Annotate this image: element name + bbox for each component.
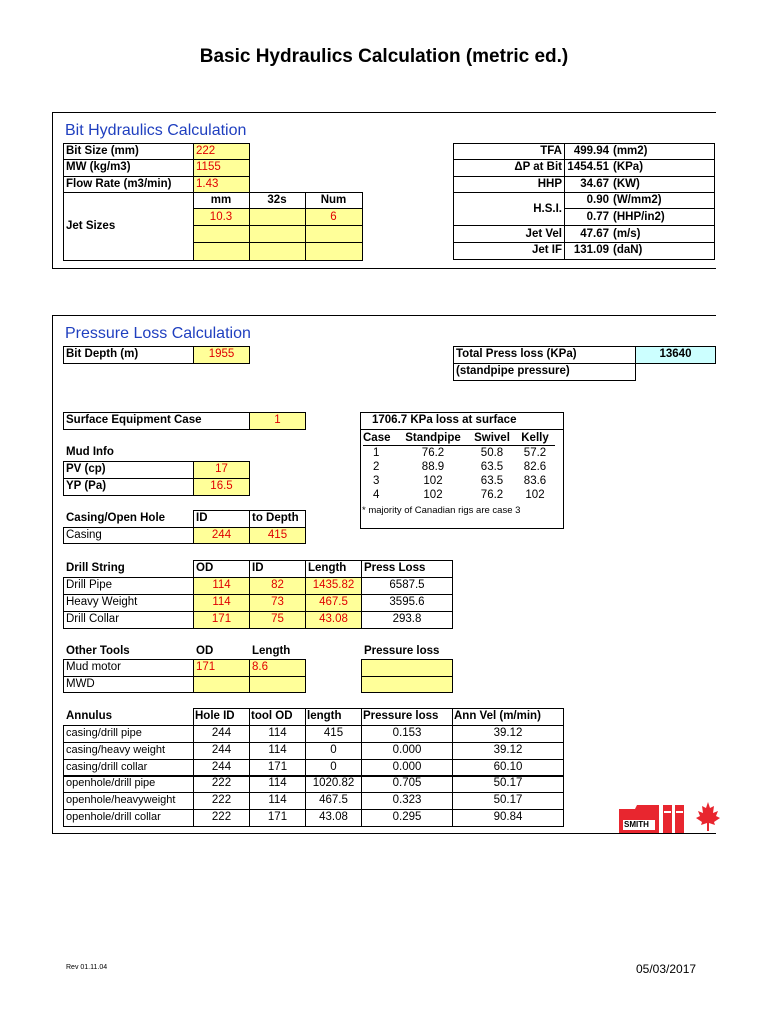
mud-motor-ploss-cell: [361, 659, 453, 677]
pv-label: PV (cp): [66, 463, 106, 475]
annulus-row-value: 0.000: [392, 743, 422, 756]
annulus-header-text: Hole ID: [195, 710, 235, 722]
jet-if-label: Jet IF: [531, 244, 562, 256]
tfa-label: TFA: [540, 145, 562, 157]
annulus-row-value: 0: [330, 743, 337, 756]
annulus-row-value: 222: [211, 777, 232, 790]
standpipe-label: (standpipe pressure): [456, 365, 570, 377]
drill-row-od: 114: [212, 579, 231, 591]
annulus-row-value: 222: [211, 794, 232, 807]
annulus-header-text: Ann Vel (m/min): [454, 710, 541, 722]
hsi-value-2: 0.77: [586, 211, 609, 223]
mud-info-label: Mud Info: [66, 446, 114, 458]
drill-ploss-header: Press Loss: [364, 562, 426, 574]
other-ploss-header: Pressure loss: [364, 645, 440, 657]
jet-if-unit: (daN): [613, 244, 643, 256]
jet-vel-value: 47.67: [580, 228, 609, 240]
case-table-header: Standpipe: [397, 431, 469, 446]
annulus-row-label: casing/drill pipe: [66, 727, 142, 739]
flow-rate-value: 1.43: [196, 178, 219, 190]
annulus-row-value: 415: [323, 727, 344, 739]
jet-num-value: 6: [330, 211, 337, 223]
drill-row-id: 75: [271, 613, 284, 625]
annulus-row-value: 467.5: [319, 794, 348, 807]
annulus-row-label: openhole/heavyweight: [66, 794, 176, 807]
hhp-value: 34.67: [580, 178, 609, 190]
hsi-unit-1: (W/mm2): [613, 194, 662, 206]
case-table-cell: 1: [373, 447, 380, 459]
case-table-row: [363, 446, 555, 461]
hsi-unit-2: (HHP/in2): [613, 211, 665, 223]
drill-row-id: 73: [271, 596, 284, 608]
casing-depth-value: 415: [267, 529, 288, 541]
other-tools-label: Other Tools: [66, 645, 130, 657]
case-table: [363, 431, 563, 502]
case-table-header: Swivel: [469, 431, 515, 446]
bit-depth-value: 1955: [208, 348, 235, 360]
annulus-row-value: 244: [211, 760, 232, 773]
annulus-row-label: openhole/drill pipe: [66, 777, 156, 790]
jet-header-num: Num: [320, 194, 347, 206]
annulus-row-value: 0.295: [392, 811, 422, 823]
annulus-row-value: 43.08: [319, 811, 348, 823]
case-table-cell: 63.5: [480, 461, 504, 473]
jet-sizes-label: Jet Sizes: [66, 220, 116, 232]
hsi-label: H.S.I.: [533, 203, 562, 215]
yp-value: 16.5: [210, 480, 233, 492]
jet-row-2[interactable]: [193, 225, 363, 243]
annulus-row-value: 0.705: [392, 777, 422, 790]
yp-label: YP (Pa): [66, 480, 107, 492]
case-table-header: Case: [363, 431, 397, 446]
casing-id-header: ID: [196, 512, 208, 524]
case-table-cell: 83.6: [523, 475, 547, 487]
bit-depth-label: Bit Depth (m): [66, 348, 139, 360]
smith-logo: [619, 803, 685, 835]
dp-label: ΔP at Bit: [514, 161, 562, 173]
annulus-row-value: 50.17: [493, 777, 523, 790]
annulus-row-value: 222: [211, 811, 232, 823]
annulus-row-value: 244: [211, 727, 232, 739]
casing-id-value: 244: [211, 529, 232, 541]
annulus-row-value: 171: [267, 811, 288, 823]
dp-unit: (KPa): [613, 161, 644, 173]
footer-date: 05/03/2017: [636, 962, 697, 976]
drill-length-header: Length: [308, 562, 347, 574]
annulus-row-value: 39.12: [493, 743, 523, 756]
annulus-label: Annulus: [66, 710, 112, 722]
hhp-unit: (KW): [613, 178, 640, 190]
drill-row-loss: 293.8: [392, 613, 422, 625]
case-table-cell: 102: [525, 489, 545, 501]
jet-header-32s: 32s: [267, 194, 287, 206]
mw-label: MW (kg/m3): [66, 161, 131, 173]
case-table-cell: 63.5: [480, 475, 504, 487]
annulus-header-text: length: [307, 710, 342, 722]
jet-row-3[interactable]: [193, 242, 363, 261]
smith-logo-text: SMITH: [624, 820, 649, 829]
annulus-row-value: 114: [268, 727, 287, 739]
tfa-value: 499.94: [573, 145, 609, 157]
drill-string-label: Drill String: [66, 562, 125, 574]
mwd-od-input[interactable]: [193, 676, 250, 693]
case-table-cell: 88.9: [421, 461, 445, 473]
drill-row-name: Drill Pipe: [66, 579, 113, 591]
bit-size-value: 222: [196, 145, 216, 157]
drill-od-header: OD: [196, 562, 214, 574]
drill-row-od: 114: [212, 596, 231, 608]
drill-row-id: 82: [271, 579, 284, 591]
annulus-row-value: 114: [268, 794, 287, 807]
drill-id-header: ID: [252, 562, 264, 574]
jet-vel-label: Jet Vel: [525, 228, 562, 240]
case-table-cell: 4: [373, 489, 380, 501]
other-length-header: Length: [252, 645, 291, 657]
annulus-row-value: 0.323: [392, 794, 422, 807]
case-table-cell: 102: [423, 489, 443, 501]
case-table-cell: 57.2: [523, 447, 547, 459]
casing-depth-header: to Depth: [252, 512, 299, 524]
drill-row-length: 467.5: [319, 596, 348, 608]
jet-header-mm: mm: [210, 194, 232, 206]
flow-rate-label: Flow Rate (m3/min): [66, 178, 172, 190]
hsi-value-1: 0.90: [586, 194, 609, 206]
casing-row-label: Casing: [66, 529, 102, 541]
casing-label: Casing/Open Hole: [66, 512, 166, 524]
case-table-cell: 82.6: [523, 461, 547, 473]
drill-row-name: Heavy Weight: [66, 596, 138, 608]
mwd-label: MWD: [66, 678, 95, 690]
case-table-cell: 76.2: [480, 489, 504, 501]
annulus-row-value: 0.000: [392, 760, 422, 773]
pressure-loss-heading: Pressure Loss Calculation: [65, 325, 251, 342]
surface-case-value: 1: [274, 414, 281, 426]
maple-leaf-icon: [696, 802, 720, 832]
annulus-row-value: 171: [267, 760, 288, 773]
other-od-header: OD: [196, 645, 214, 657]
mud-motor-length-value: 8.6: [252, 661, 268, 673]
case-table-cell: 76.2: [421, 447, 445, 459]
drill-row-loss: 3595.6: [389, 596, 425, 608]
mw-value: 1155: [196, 161, 221, 173]
annulus-row-label: casing/heavy weight: [66, 743, 166, 756]
tfa-unit: (mm2): [613, 145, 648, 157]
mud-motor-label: Mud motor: [66, 661, 121, 673]
drill-row-name: Drill Collar: [66, 613, 120, 625]
annulus-row-value: 114: [268, 743, 287, 756]
annulus-row-value: 50.17: [493, 794, 523, 807]
pv-value: 17: [215, 463, 228, 475]
mwd-length-input[interactable]: [249, 676, 306, 693]
jet-mm-value: 10.3: [209, 211, 233, 223]
drill-row-length: 43.08: [319, 613, 348, 625]
hhp-label: HHP: [537, 178, 562, 190]
annulus-row-value: 0.153: [392, 727, 422, 739]
case-table-cell: 3: [373, 475, 380, 487]
annulus-row-label: casing/drill collar: [66, 760, 148, 773]
annulus-row-value: 244: [211, 743, 232, 756]
total-press-label: Total Press loss (KPa): [456, 348, 577, 360]
annulus-row-label: openhole/drill collar: [66, 811, 161, 823]
annulus-row-value: 1020.82: [312, 777, 355, 790]
bit-size-label: Bit Size (mm): [66, 145, 139, 157]
surface-case-label: Surface Equipment Case: [66, 414, 202, 426]
page-title: Basic Hydraulics Calculation (metric ed.): [199, 46, 569, 67]
case-table-row: [363, 460, 555, 474]
case-table-header: Kelly: [515, 431, 555, 446]
bit-hydraulics-heading: Bit Hydraulics Calculation: [65, 122, 247, 139]
mwd-ploss-cell: [361, 676, 453, 693]
annulus-row-value: 39.12: [493, 727, 523, 739]
mud-motor-od-value: 171: [196, 661, 216, 673]
revision-label: Rev 01.11.04: [66, 964, 108, 971]
case-table-cell: 102: [423, 475, 443, 487]
annulus-header-text: tool OD: [251, 710, 293, 722]
case-table-row: [363, 488, 555, 502]
dp-value: 1454.51: [567, 161, 609, 173]
drill-row-loss: 6587.5: [389, 579, 425, 591]
total-press-value: 13640: [659, 348, 692, 360]
jet-vel-unit: (m/s): [613, 228, 641, 240]
drill-row-od: 171: [211, 613, 232, 625]
annulus-row-value: 60.10: [493, 760, 523, 773]
annulus-row-value: 90.84: [493, 811, 523, 823]
jet-if-value: 131.09: [573, 244, 609, 256]
annulus-header-text: Pressure loss: [363, 710, 439, 722]
annulus-row-value: 114: [268, 777, 287, 790]
surface-loss-text: 1706.7 KPa loss at surface: [372, 414, 517, 426]
case-table-cell: 50.8: [480, 447, 504, 459]
case-table-cell: 2: [373, 461, 380, 473]
drill-row-length: 1435.82: [312, 579, 355, 591]
annulus-row-value: 0: [330, 760, 337, 773]
case-table-note: * majority of Canadian rigs are case 3: [362, 505, 521, 516]
case-table-row: [363, 474, 555, 488]
